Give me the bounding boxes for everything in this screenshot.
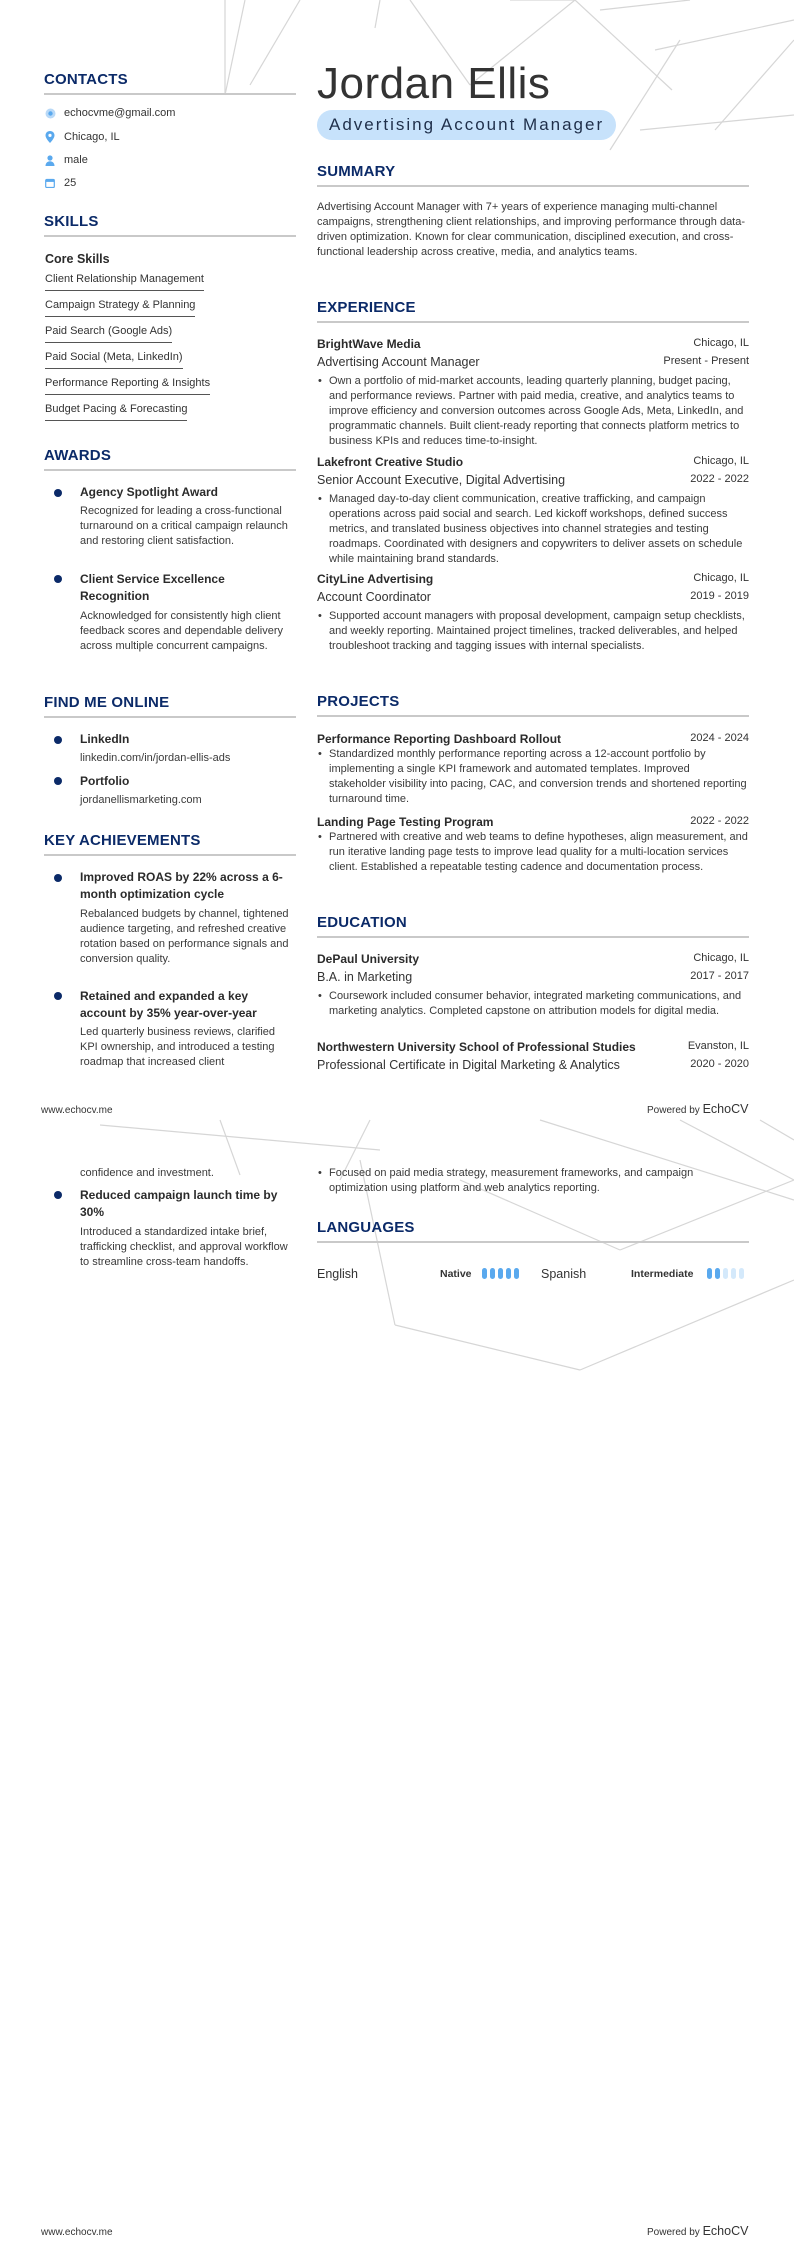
language-level: Intermediate: [631, 1268, 694, 1280]
experience-entry-header: [317, 455, 749, 469]
project-dates: 2022 - 2022: [690, 815, 749, 827]
footer-powered: [647, 1102, 748, 1116]
online-linkedin-title: LinkedIn: [80, 732, 130, 746]
education-degree: Professional Certificate in Digital Marketing & Analytics: [317, 1058, 620, 1072]
email-icon: [44, 107, 56, 119]
projects-heading: PROJECTS: [317, 693, 400, 710]
education-dates: 2020 - 2020: [690, 1058, 749, 1070]
experience-role: Advertising Account Manager: [317, 355, 480, 369]
skill-item: Paid Search (Google Ads): [45, 323, 172, 343]
achievement-bullet: [54, 1191, 62, 1199]
education-entry-header: [317, 1040, 749, 1054]
level-dot: [498, 1268, 503, 1279]
project-bullet: • Standardized monthly performance reporting across a 12-account portfolio by implementing a single KPI framework and automated templates. Improved stakeholder visibility into pacing, CAC, and conversion trends and shortened reporting turnaround time.: [329, 747, 749, 807]
skill-item: Budget Pacing & Forecasting: [45, 401, 187, 421]
experience-role-row: [317, 473, 749, 487]
location-pin-icon: [44, 131, 56, 143]
education-school: Northwestern University School of Professional Studies: [317, 1040, 636, 1054]
level-dot: [715, 1268, 720, 1279]
language-level-dots: [707, 1268, 744, 1279]
experience-entry-header: [317, 337, 749, 351]
projects-rule: [317, 715, 749, 717]
level-dot: [707, 1268, 712, 1279]
project-dates: 2024 - 2024: [690, 732, 749, 744]
education-bullet: • Coursework included consumer behavior, integrated marketing communications, and marketing analytics. Completed capstone on attribution models for digital media.: [329, 989, 749, 1019]
experience-role-row: [317, 590, 749, 604]
experience-bullet: • Managed day-to-day client communication, creative trafficking, and campaign operations across paid social and search. Led kickoff workshops, defined success metrics, and translated business objectives into channel strategies and testing roadmaps. Coordinated with designers and copywriters to deliver assets on schedule while maintaining brand standards.: [329, 492, 749, 567]
education-dates: 2017 - 2017: [690, 970, 749, 982]
achievement-text: Led quarterly business reviews, clarified KPI ownership, and introduced a testing roadmap that increased client: [80, 1026, 276, 1068]
experience-company: CityLine Advertising: [317, 572, 434, 586]
experience-bullet: • Supported account managers with proposal development, campaign setup checklists, and weekly reporting. Maintained project timelines, tracked deliverables, and helped troubleshoot tracking and tagging issues with internal specialists.: [329, 609, 749, 654]
skill-item: Paid Social (Meta, LinkedIn): [45, 349, 183, 369]
footer-site[interactable]: www.echocv.me: [41, 2227, 113, 2238]
language-name: English: [317, 1267, 358, 1281]
education-entry-header: [317, 952, 749, 966]
achievement-text: Introduced a standardized intake brief, trafficking checklist, and approval workflow to streamline cross-team handoffs.: [80, 1226, 288, 1268]
awards-heading: AWARDS: [44, 447, 112, 464]
calendar-icon: [44, 177, 56, 189]
awards-rule: [44, 469, 296, 471]
experience-entry-header: [317, 572, 749, 586]
experience-role: Senior Account Executive, Digital Advertising: [317, 473, 566, 487]
level-dot: [731, 1268, 736, 1279]
education-degree: B.A. in Marketing: [317, 970, 413, 984]
contact-age-text: 25: [64, 177, 77, 189]
skill-item: Performance Reporting & Insights: [45, 375, 210, 395]
education-bullet: • Focused on paid media strategy, measurement frameworks, and campaign optimization using platform and web analytics reporting.: [329, 1166, 749, 1196]
level-dot: [506, 1268, 511, 1279]
achievement-title: Retained and expanded a key account by 35% year-over-year: [80, 989, 257, 1020]
contact-email-text: echocvme@gmail.com: [64, 107, 176, 119]
summary-rule: [317, 185, 749, 187]
candidate-name: Jordan Ellis: [317, 59, 551, 108]
online-portfolio-link[interactable]: jordanellismarketing.com: [80, 794, 202, 806]
project-entry-header: [317, 815, 749, 829]
education-rule: [317, 936, 749, 938]
footer-brand: EchoCV: [702, 1102, 749, 1116]
education-degree-row: [317, 970, 749, 984]
summary-heading: SUMMARY: [317, 163, 396, 180]
level-dot: [514, 1268, 519, 1279]
achievements-heading: KEY ACHIEVEMENTS: [44, 832, 201, 849]
education-heading: EDUCATION: [317, 914, 407, 931]
skills-group-title: Core Skills: [45, 252, 110, 266]
online-rule: [44, 716, 296, 718]
experience-role-row: [317, 355, 749, 369]
skill-item: Client Relationship Management: [45, 271, 204, 291]
project-bullet: • Partnered with creative and web teams to define hypotheses, align measurement, and run iterative landing page tests to improve lead quality for a multi-location services client. Established a repeatable testing cadence and documentation process.: [329, 830, 749, 875]
language-level-dots: [482, 1268, 519, 1279]
online-bullet: [54, 736, 62, 744]
contact-gender-text: male: [64, 154, 88, 166]
award-text: Acknowledged for consistently high client feedback scores and dependable delivery across multiple concurrent campaigns.: [80, 610, 284, 652]
award-title: Client Service Excellence Recognition: [80, 572, 225, 603]
contact-location: [44, 128, 120, 146]
experience-heading: EXPERIENCE: [317, 299, 416, 316]
experience-dates: Present - Present: [663, 355, 749, 367]
skills-rule: [44, 235, 296, 237]
contacts-rule: [44, 93, 296, 95]
contacts-heading: CONTACTS: [44, 71, 128, 88]
summary-text: Advertising Account Manager with 7+ years of experience managing multi-channel campaigns, strengthening client relationships, and improving performance through data-driven optimization. Known for clear communication, disciplined execution, and cross-functional leadership across creative, media, and analytics teams.: [317, 201, 746, 258]
language-level: Native: [440, 1268, 472, 1280]
languages-heading: LANGUAGES: [317, 1219, 415, 1236]
education-school: DePaul University: [317, 952, 420, 966]
achievement-text: Rebalanced budgets by channel, tightened audience targeting, and refreshed creative rotation based on performance signals and conversion quality.: [80, 908, 289, 965]
experience-bullet: • Own a portfolio of mid-market accounts, leading quarterly planning, budget pacing, and performance reviews. Partner with paid media, creative, and analytics teams to improve efficiency and conversion outcomes across Google Ads, Meta, LinkedIn, and programmatic channels. Built client-ready reporting that connects platform metrics to business KPIs and reduces time-to-insight.: [329, 374, 749, 449]
education-degree-row: [317, 1058, 749, 1072]
award-bullet: [54, 489, 62, 497]
award-title: Agency Spotlight Award: [80, 485, 219, 499]
level-dot: [739, 1268, 744, 1279]
footer-powered: [647, 2224, 748, 2238]
education-location: Chicago, IL: [693, 952, 749, 964]
experience-rule: [317, 321, 749, 323]
level-dot: [723, 1268, 728, 1279]
contact-gender: [44, 151, 88, 169]
experience-company: BrightWave Media: [317, 337, 421, 351]
contact-age: [44, 174, 76, 192]
education-location: Evanston, IL: [687, 1040, 749, 1052]
contact-email[interactable]: [44, 104, 175, 122]
experience-location: Chicago, IL: [693, 455, 749, 467]
level-dot: [490, 1268, 495, 1279]
award-text: Recognized for leading a cross-functional turnaround on a critical campaign relaunch and restoring client satisfaction.: [80, 505, 288, 547]
award-bullet: [54, 575, 62, 583]
achievement-text-continued: confidence and investment.: [80, 1167, 214, 1179]
achievement-title: Reduced campaign launch time by 30%: [80, 1188, 278, 1219]
level-dot: [482, 1268, 487, 1279]
job-title-badge: Advertising Account Manager: [317, 110, 616, 140]
achievement-bullet: [54, 874, 62, 882]
project-name: Performance Reporting Dashboard Rollout: [317, 732, 562, 746]
online-portfolio-title: Portfolio: [80, 774, 130, 788]
skills-heading: SKILLS: [44, 213, 99, 230]
footer-site[interactable]: www.echocv.me: [41, 1105, 113, 1116]
project-entry-header: [317, 732, 749, 746]
contact-location-text: Chicago, IL: [64, 131, 120, 143]
online-linkedin-link[interactable]: linkedin.com/in/jordan-ellis-ads: [80, 752, 231, 764]
achievement-title: Improved ROAS by 22% across a 6-month optimization cycle: [80, 870, 283, 901]
experience-dates: 2019 - 2019: [690, 590, 749, 602]
experience-dates: 2022 - 2022: [690, 473, 749, 485]
languages-rule: [317, 1241, 749, 1243]
person-icon: [44, 154, 56, 166]
footer-brand: EchoCV: [702, 2224, 749, 2238]
skill-item: Campaign Strategy & Planning: [45, 297, 195, 317]
experience-company: Lakefront Creative Studio: [317, 455, 464, 469]
experience-location: Chicago, IL: [693, 337, 749, 349]
language-name: Spanish: [541, 1267, 587, 1281]
footer-powered-text: Powered by: [647, 1105, 700, 1116]
project-name: Landing Page Testing Program: [317, 815, 494, 829]
experience-role: Account Coordinator: [317, 590, 431, 604]
footer-powered-text: Powered by: [647, 2227, 700, 2238]
achievement-bullet: [54, 992, 62, 1000]
online-heading: FIND ME ONLINE: [44, 694, 170, 711]
online-bullet: [54, 777, 62, 785]
achievements-rule: [44, 854, 296, 856]
experience-location: Chicago, IL: [693, 572, 749, 584]
